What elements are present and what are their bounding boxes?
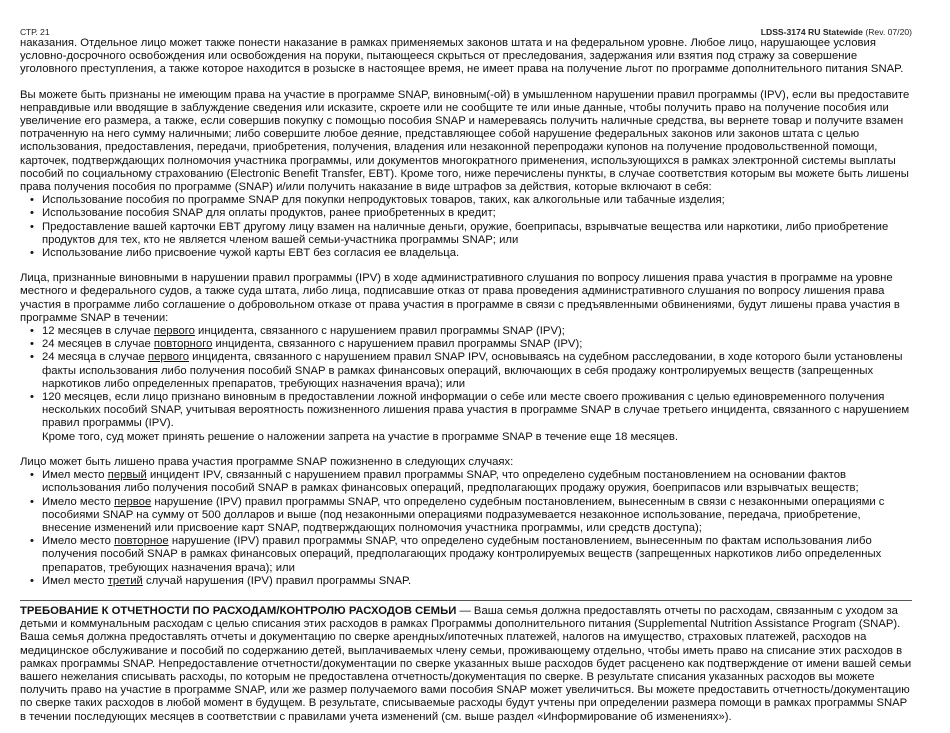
form-code: LDSS-3174 RU xyxy=(760,27,821,37)
page-number: СТР. 21 xyxy=(20,27,50,37)
section-text: — Ваша семья должна предоставлять отчеты по расходам, связанным с уходом за детьми и коммунальным расходам с целью списания этих расходов в рамках Программы дополнительного питания (Supplemental Nutrition Assistance Program (SNAP). Ваша семья должна предоставлять отчеты и документацию по сверке арендных/ипотечных платежей, налогов на имущество, страховых платежей, расходов на медицинское обслуживание и пособий по содержанию детей, выплачиваемых члену семьи, проживающему отдельно, чтобы иметь право на списание этих расходов в рамках программы SNAP. Непредоставление отчетности/документации по сверке указанных выше расходов будет расценено как подтверждение от имени вашей семьи вашего нежелания списывать расходы, по которым не предоставлена отчетность/документация по сверке. В результате списания указанных расходов вы можете получить право на участие в программе SNAP, или же размер получаемого вами пособия SNAP может увеличиться. Вы можете предоставить отчетность/документацию по сверке таких расходов в любой момент в будущем. В результате, списываемые расходы будут учтены при определении размера помощи в рамках программы SNAP в течении последующих месяцев в соответствии с правилами учета изменений (см. выше раздел «Информирование об изменениях»). xyxy=(20,604,912,723)
document-body xyxy=(20,37,912,724)
list-item: • 24 месяца в случае первого инцидента, связанного с нарушением правил SNAP IPV, основываясь на судебном расследовании, в ходе которого были установлены факты использования либо получения пособий SNAP в рамках финансовых операций, включающих в себя продажу контролируемых веществ (запрещенных наркотиков либо определенных препаратов, требующих назначения врача); или xyxy=(20,351,912,391)
form-id xyxy=(761,27,912,37)
list-item: • 12 месяцев в случае первого инцидента, связанного с нарушением правил программы SNAP (IPV); xyxy=(20,325,912,338)
lifetime-cases-list xyxy=(20,469,912,588)
paragraph-ipv-definition: Вы можете быть признаны не имеющим права на участие в программе SNAP, виновным(-ой) в умышленном нарушении правил программы (IPV), если вы предоставите неправдивые или вводящие в заблуждение сведения или исказите, скроете или не сообщите те или иные данные, чтобы получить право на получение пособия или увеличение его размера, а также, если совершив покупку с помощью пособия SNAP и намереваясь получить наличные средства, вы вернете товар и получите взамен потраченную на него сумму наличными; либо совершите любое деяние, представляющее собой нарушение федеральных законов или законов штата с целью использования, предоставления, передачи, приобретения, получения, владения или незаконной перепродажи купонов на получение продовольственной помощи, карточек, подтверждающих полномочия участника программы, или документов многократного применения, использующихся в рамках электронной системы выплаты пособий по социальному страхованию (Electronic Benefit Transfer, EBT). Кроме того, ниже перечислены пункты, в случае соответствия которым вы можете быть лишены права получения пособия по программе (SNAP) и/или получить наказание в виде штрафов за действия, которые включают в себя: xyxy=(20,88,910,194)
disqualification-periods-list xyxy=(20,325,912,431)
list-item: • Использование либо присвоение чужой карты EBT без согласия ее владельца. xyxy=(20,247,912,260)
list-item: • Имело место повторное нарушение (IPV) правил программы SNAP, что определено судебным постановлением, вынесенным по фактам использования либо получения пособий SNAP в рамках финансовых операций, предполагающих продажу контролируемых веществ (запрещенных наркотиков либо определенных препаратов, требующих назначения врача); или xyxy=(20,535,912,575)
additional-penalty-note: Кроме того, суд может принять решение о наложении запрета на участие в программе SNAP в течение еще 18 месяцев. xyxy=(42,430,679,443)
list-item: • Имел место третий случай нарушения (IPV) правил программы SNAP. xyxy=(20,575,912,588)
paragraph-lifetime: Лицо может быть лишено права участия программе SNAP пожизненно в следующих случаях: xyxy=(20,455,514,468)
expense-reporting-section xyxy=(20,605,912,724)
section-title: ТРЕБОВАНИЕ К ОТЧЕТНОСТИ ПО РАСХОДАМ/КОНТРОЛЮ РАСХОДОВ СЕМЬИ xyxy=(20,604,457,617)
list-item: • Имел место первый инцидент IPV, связанный с нарушением правил программы SNAP, что определено судебным постановлением на основании фактов использования либо получения пособий SNAP в рамках финансовых операций, предполагающих продажу оружия, боеприпасов или взрывчатых веществ; xyxy=(20,469,912,495)
form-scope: Statewide xyxy=(822,27,863,37)
list-item: • Предоставление вашей карточки EBT другому лицу взамен на наличные деньги, оружие, боеприпасы, взрывчатые вещества или наркотики, либо приобретение продуктов для тех, кто не является членом вашей семьи-участника программы SNAP; или xyxy=(20,221,912,247)
list-item: • Использование пособия по программе SNAP для покупки непродуктовых товаров, таких, как алкогольные или табачные изделия; xyxy=(20,194,912,207)
paragraph-disqualification: Лица, признанные виновными в нарушении правил программы (IPV) в ходе административного слушания по вопросу лишения права участия в программе на уровне местного и федерального судов, а также суда штата, либо лица, подписавшие отказ от права проведения административного слушания по вопросу лишения права участия в программе либо соглашение о добровольном отказе от права участия в программе в связи с предъявленными обвинениями, будут лишены права участия в программе SNAP в течении: xyxy=(20,272,900,324)
paragraph-continuation: наказания. Отдельное лицо может также понести наказание в рамках применяемых законов штата и на федеральном уровне. Любое лицо, нарушающее условия условно-досрочного освобождения или освобождения на поруки, пытающееся скрыться от преследования, задержания или взятия под стражу за совершение уголовного преступления, а также которое находится в розыске в настоящее время, не имеет права на получение льгот по программе дополнительного питания SNAP. xyxy=(20,37,904,76)
section-divider xyxy=(20,600,912,601)
list-item: • Использование пособия SNAP для оплаты продуктов, ранее приобретенных в кредит; xyxy=(20,207,912,220)
form-revision: (Rev. 07/20) xyxy=(865,27,912,37)
prohibited-actions-list xyxy=(20,194,912,260)
list-item: • 120 месяцев, если лицо признано виновным в предоставлении ложной информации о себе или месте своего проживания с целью единовременного получения нескольких пособий SNAP, учитывая вероятность пожизненного лишения права участия в программе SNAP в случае третьего инцидента, связанного с нарушением правил программы (IPV). xyxy=(20,391,912,431)
list-item: • Имело место первое нарушение (IPV) правил программы SNAP, что определено судебным постановлением, вынесенным в связи с незаконными операциями с пособиями SNAP на сумму от 500 долларов и выше (под незаконными операциями подразумевается незаконное использование, передача, приобретение, внесение изменений или присвоение карт SNAP, подтверждающих полномочия участника программы, или средств доступа); xyxy=(20,496,912,536)
list-item: • 24 месяцев в случае повторного инцидента, связанного с нарушением правил программы SNAP (IPV); xyxy=(20,338,912,351)
